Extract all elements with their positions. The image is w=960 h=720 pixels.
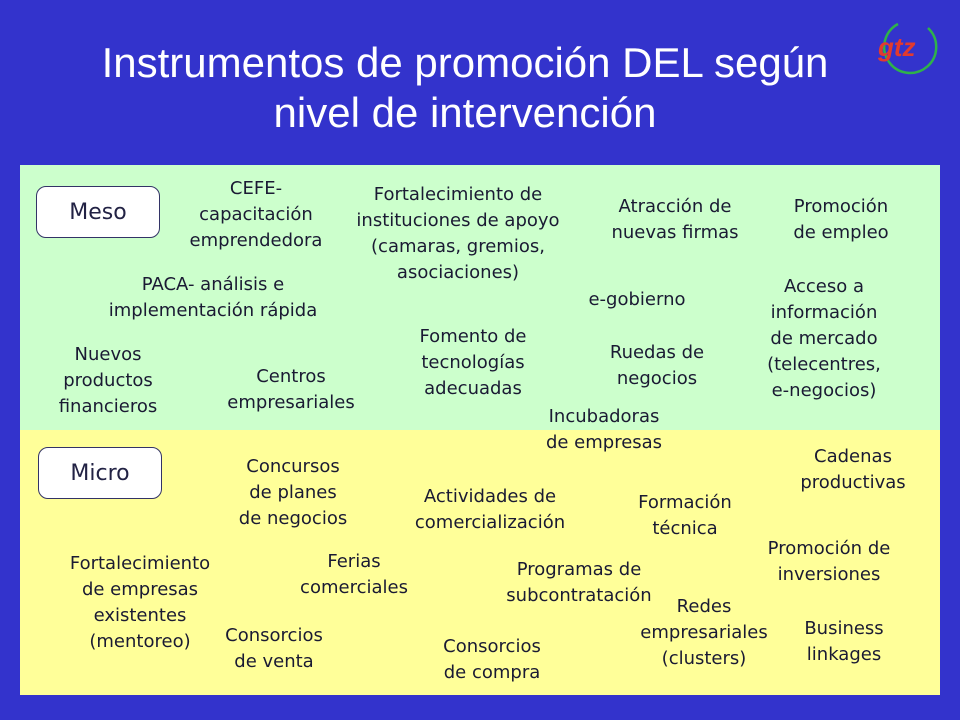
micro-item-fortalecimiento-empresas bbox=[52, 551, 228, 655]
micro-item-line: comerciales bbox=[300, 577, 408, 598]
micro-item-business-linkages bbox=[786, 616, 902, 668]
meso-item-line: implementación rápida bbox=[108, 300, 318, 321]
micro-item-line: empresariales bbox=[640, 622, 768, 643]
micro-item-line: Cadenas bbox=[814, 446, 892, 467]
micro-item-line: de venta bbox=[234, 651, 314, 672]
meso-item-incubadoras bbox=[534, 404, 674, 456]
meso-item-line: instituciones de apoyo bbox=[356, 210, 560, 231]
meso-item-cefe bbox=[178, 176, 334, 254]
meso-item-line: asociaciones) bbox=[396, 262, 520, 283]
micro-item-line: Formación bbox=[638, 492, 732, 513]
meso-level-box bbox=[36, 186, 160, 238]
meso-item-line: Incubadoras bbox=[548, 406, 660, 427]
meso-item-paca bbox=[92, 272, 334, 324]
micro-item-line: linkages bbox=[806, 644, 882, 665]
micro-item-line: Fortalecimiento bbox=[69, 553, 211, 574]
micro-item-redes-empresariales bbox=[626, 594, 782, 672]
micro-item-line: Concursos bbox=[246, 456, 340, 477]
meso-item-line: financieros bbox=[58, 396, 158, 417]
meso-item-line: Fortalecimiento de bbox=[373, 184, 543, 205]
title-line-2: nivel de intervención bbox=[273, 89, 657, 136]
micro-item-line: técnica bbox=[652, 518, 718, 539]
meso-item-line: CEFE- bbox=[229, 178, 283, 199]
micro-item-line: existentes bbox=[93, 605, 187, 626]
micro-item-line: (mentoreo) bbox=[89, 631, 191, 652]
micro-item-line: de negocios bbox=[238, 508, 348, 529]
micro-item-ferias-comerciales bbox=[288, 549, 420, 601]
meso-item-line: de empleo bbox=[793, 222, 889, 243]
meso-item-line: Fomento de bbox=[419, 326, 527, 347]
meso-item-ruedas-negocios bbox=[594, 340, 720, 392]
micro-item-cadenas-productivas bbox=[790, 444, 916, 496]
meso-item-fomento-tecnologias bbox=[406, 324, 540, 402]
micro-item-line: Programas de bbox=[516, 559, 642, 580]
meso-item-line: negocios bbox=[616, 368, 698, 389]
micro-item-line: Consorcios bbox=[225, 625, 323, 646]
meso-item-line: Promoción bbox=[793, 196, 889, 217]
micro-item-line: Promoción de bbox=[767, 538, 891, 559]
gtz-logo-icon bbox=[876, 18, 940, 82]
logo-text: gtz bbox=[878, 32, 916, 62]
micro-item-line: inversiones bbox=[777, 564, 881, 585]
meso-item-line: empresariales bbox=[227, 392, 355, 413]
micro-item-line: Business bbox=[804, 618, 884, 639]
meso-item-line: emprendedora bbox=[189, 230, 323, 251]
micro-item-consorcios-venta bbox=[214, 623, 334, 675]
meso-item-line: PACA- análisis e bbox=[141, 274, 285, 295]
micro-item-line: (clusters) bbox=[661, 648, 747, 669]
micro-item-line: comercialización bbox=[414, 512, 566, 533]
micro-item-promocion-inversiones bbox=[754, 536, 904, 588]
micro-item-line: Redes bbox=[676, 596, 732, 617]
meso-item-line: información bbox=[770, 302, 878, 323]
meso-item-line: productos bbox=[63, 370, 153, 391]
meso-item-line: tecnologías bbox=[421, 352, 525, 373]
meso-item-line: Centros bbox=[256, 366, 326, 387]
meso-item-line: Nuevos bbox=[74, 344, 142, 365]
micro-item-line: Consorcios bbox=[443, 636, 541, 657]
micro-item-line: Ferias bbox=[327, 551, 381, 572]
micro-item-concursos bbox=[226, 454, 360, 532]
micro-level-box bbox=[38, 447, 162, 499]
micro-item-line: de compra bbox=[443, 662, 541, 683]
micro-item-actividades-comercializacion bbox=[400, 484, 580, 536]
micro-level-label: Micro bbox=[70, 460, 130, 486]
page-title bbox=[60, 38, 870, 138]
meso-item-line: Acceso a bbox=[783, 276, 864, 297]
meso-level-label: Meso bbox=[69, 199, 127, 225]
meso-item-atraccion-firmas bbox=[598, 194, 752, 246]
meso-item-fortalecimiento-instituciones bbox=[340, 182, 576, 286]
micro-item-consorcios-compra bbox=[432, 634, 552, 686]
meso-item-line: Ruedas de bbox=[609, 342, 705, 363]
micro-item-line: Actividades de bbox=[423, 486, 557, 507]
micro-item-line: de empresas bbox=[81, 579, 199, 600]
meso-item-nuevos-productos bbox=[48, 342, 168, 420]
meso-item-line: e-negocios) bbox=[771, 380, 877, 401]
meso-item-line: nuevas firmas bbox=[611, 222, 739, 243]
meso-item-line: de mercado bbox=[770, 328, 878, 349]
meso-item-promocion-empleo bbox=[778, 194, 904, 246]
micro-item-line: productivas bbox=[800, 472, 906, 493]
meso-item-centros-empresariales bbox=[214, 364, 368, 416]
meso-item-line: (camaras, gremios, bbox=[371, 236, 545, 257]
meso-item-e-gobierno bbox=[576, 287, 698, 313]
meso-item-acceso-informacion bbox=[756, 274, 892, 404]
micro-item-line: de planes bbox=[249, 482, 337, 503]
meso-item-line: adecuadas bbox=[424, 378, 522, 399]
meso-item-line: capacitación bbox=[199, 204, 313, 225]
micro-item-formacion-tecnica bbox=[624, 490, 746, 542]
micro-item-line: subcontratación bbox=[506, 585, 652, 606]
meso-item-line: Atracción de bbox=[618, 196, 732, 217]
title-line-1: Instrumentos de promoción DEL según bbox=[101, 39, 829, 86]
meso-item-line: (telecentres, bbox=[767, 354, 881, 375]
meso-item-line: de empresas bbox=[545, 432, 663, 453]
meso-item-line: e-gobierno bbox=[588, 289, 686, 310]
